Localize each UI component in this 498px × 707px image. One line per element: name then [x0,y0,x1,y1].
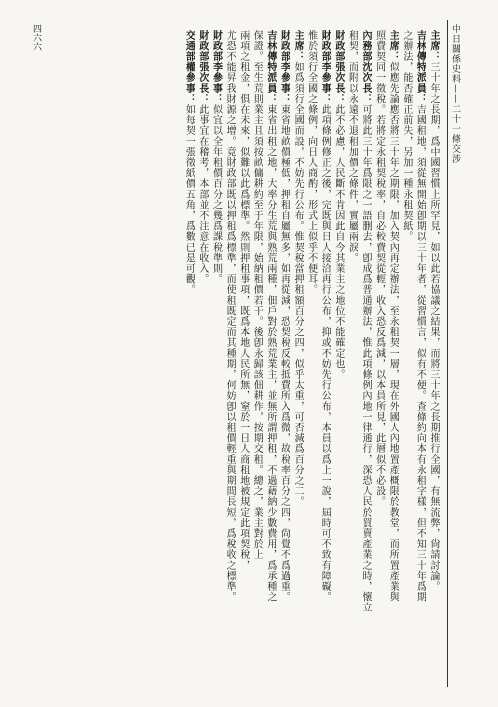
text-column [277,30,291,680]
text-column [386,30,400,680]
column-text: 兩項之租金，俱在未來，似難以此爲標準。然則押租事項，既爲本地人民所無，窒於一日人商租地被規定此項契稅， [237,30,249,571]
text-column [209,30,223,680]
text-column [372,30,386,680]
text-column [182,30,196,680]
column-text: 似宜以全年租價百分之幾爲課稅準則。 [210,104,222,285]
text-column [290,30,304,680]
text-column [358,30,372,680]
speaker-label: 主席： [428,30,439,62]
text-column [345,30,359,680]
column-text: 如爲須行全國而設，不妨先行公布。惟契稅當押租額百分之四，似乎太重，可否減爲百分之二。 [292,61,304,508]
text-column [413,30,427,680]
column-text: 此項條例修正之後，完既與日人接洽再行公布，抑或不妨先行公布，本員以爲上一說，屆時可不致有障礙。 [319,104,331,603]
text-column [263,30,277,680]
text-column [331,30,345,680]
text-column [318,30,332,680]
speaker-label: 財政部張次長： [332,30,344,105]
column-text: 租契，而附以永遠不退租加價之條件，實屬兩淚。 [346,30,358,264]
speaker-label: 主席： [292,30,304,62]
text-column [236,30,250,680]
speaker-label: 內務部沈次長： [360,30,372,105]
speaker-label: 吉林傳特派員： [414,30,426,105]
text-column [250,30,264,680]
page-number: 四六六 [31,24,41,51]
column-text: 似應先論應否將三十年之期限，加入契內再定辦法，至永租契一層，現在外國人內地置產概限於教堂，而所置產業與 [387,61,399,603]
speaker-label: 主席： [387,30,399,62]
column-text: 之辦法，能否確正前失，另加一種永租契紙。 [400,30,412,242]
column-text: 照費契同一徵稅。若將定永租契稅率，自必較費契從輕，收入恐反爲減，以本員所見，此層似不必設。 [373,30,385,507]
column-text: 三十年之長期，爲中國習慣上所罕見，如以此若協議之結果，而將三十年之長期推行全國，有無流弊，尙請討論。 [428,61,439,592]
speaker-label: 財政部李參事： [319,30,331,105]
header-rule [447,20,448,687]
column-text: 此不必慮，人民斷不肯因此自今其業主之地位不能確定也。 [332,104,344,380]
column-text: 惟於須行全國之條例，向日人商酌，形式上似乎不便耳。 [305,30,317,295]
column-text: 尤恐不能昇我財源之增。竟財政部既以押租爲標準，而使租既定而其種期，何妨卽以租價輕重與期間長短，爲稅收之標準。 [224,30,236,603]
text-column [195,30,209,680]
column-text: 吉國租地，須從無開始卽期以三十年者，從習慣言，似有不便。查條約向本有永租字樣，但不知三十年爲期 [414,104,426,603]
text-column [426,30,440,680]
running-title: 中日關係史料——二十一條交涉 [450,24,460,164]
text-column [223,30,237,680]
column-text: 東省地畝價極低，押租自屬無多，如再從減，恐契稅反較抵費所入爲微，故稅率百分之四，尙覺不爲過重。 [278,104,290,603]
column-text: 此事宜在稽考，本部並不注意在收入。 [196,104,208,285]
column-text: 如每契一張徵紙價五角，爲數已是可觀。 [183,104,195,296]
speaker-label: 財政部張次長： [196,30,208,105]
body-text [30,30,440,680]
speaker-label: 交通部權參事： [183,30,195,105]
text-column [399,30,413,680]
text-column [304,30,318,680]
speaker-label: 財政部李參事： [278,30,290,105]
speaker-label: 財政部李參事： [210,30,222,105]
column-text: 東省出租之地，大率分生荒與熟荒兩種，佃戶對於熟荒業主，並無所謂押租，不過藉納少數費用，爲承種之 [264,104,276,603]
column-text: 保證。至生荒則業主且須按畝傭耕約至于年限，始納租價若干。後卽永歸該佃耕作，按期交租。總之，業主對於上 [251,30,263,560]
speaker-label: 吉林傳特派員： [264,30,276,105]
column-text: 可將此三十年爲限之一語删去，卽成爲普通辦法，惟此項條例內地一律通行，深恐人民於買賣產業之時，懷立 [360,104,372,614]
